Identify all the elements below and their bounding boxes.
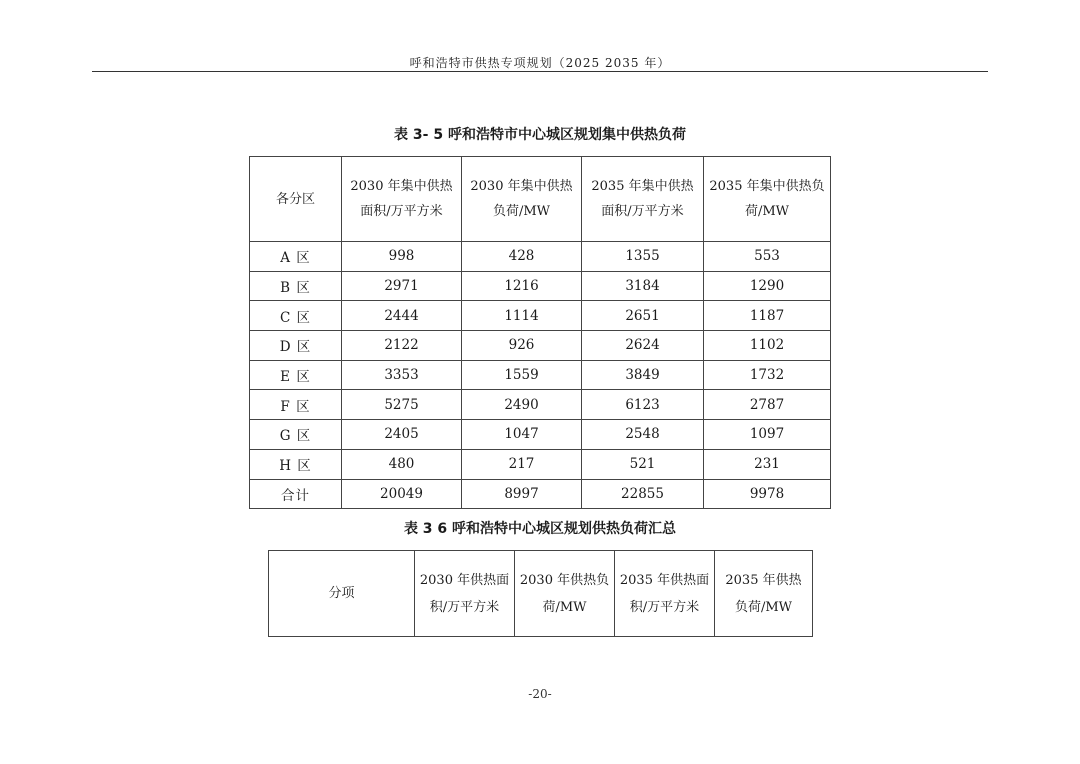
- table2-header-row: [269, 551, 813, 637]
- table-cell: 480: [342, 449, 462, 479]
- table-cell: 2490: [462, 390, 582, 420]
- district-name-cell: D 区: [250, 331, 342, 361]
- running-header-title: 呼和浩特市供热专项规划（2025 2035 年）: [409, 56, 671, 70]
- table2-header-cell: 2035 年供热负荷/MW: [715, 551, 813, 637]
- table-cell: 2624: [582, 331, 704, 361]
- table-cell: 2971: [342, 271, 462, 301]
- table-row: [250, 331, 831, 361]
- table-cell: 9978: [704, 479, 831, 509]
- table-row: [250, 242, 831, 272]
- table1-header-cell: 各分区: [250, 157, 342, 242]
- table-cell: 2548: [582, 420, 704, 450]
- table-cell: 1559: [462, 360, 582, 390]
- table-row: [250, 449, 831, 479]
- table2-header-cell: 2030 年供热负荷/MW: [515, 551, 615, 637]
- district-name-cell: C 区: [250, 301, 342, 331]
- table-cell: 1047: [462, 420, 582, 450]
- table-cell: 3184: [582, 271, 704, 301]
- table-cell: 3849: [582, 360, 704, 390]
- table-cell: 3353: [342, 360, 462, 390]
- table1-header-cell: 2030 年集中供热面积/万平方米: [342, 157, 462, 242]
- district-name-cell: B 区: [250, 271, 342, 301]
- table-cell: 553: [704, 242, 831, 272]
- district-name-cell: H 区: [250, 449, 342, 479]
- table2-header-cell: 分项: [269, 551, 415, 637]
- district-name-cell: A 区: [250, 242, 342, 272]
- table-cell: 1097: [704, 420, 831, 450]
- table-cell: 2122: [342, 331, 462, 361]
- table1-header-cell: 2035 年集中供热负荷/MW: [704, 157, 831, 242]
- table-cell: 2651: [582, 301, 704, 331]
- heating-load-summary-table: [268, 550, 813, 637]
- page-number: -20-: [528, 687, 552, 701]
- table2-header-cell: 2030 年供热面积/万平方米: [415, 551, 515, 637]
- table-cell: 217: [462, 449, 582, 479]
- table1-header-cell: 2030 年集中供热负荷/MW: [462, 157, 582, 242]
- table-cell: 8997: [462, 479, 582, 509]
- table-cell: 1290: [704, 271, 831, 301]
- table-cell: 231: [704, 449, 831, 479]
- table1-header-row: [250, 157, 831, 242]
- table-cell: 1187: [704, 301, 831, 331]
- table-row: [250, 271, 831, 301]
- table-cell: 521: [582, 449, 704, 479]
- table2-caption: 表 3 6 呼和浩特中心城区规划供热负荷汇总: [403, 521, 677, 537]
- header-divider: [92, 71, 988, 72]
- table-cell: 2444: [342, 301, 462, 331]
- table-cell: 1114: [462, 301, 582, 331]
- table-row: [250, 390, 831, 420]
- district-name-cell: E 区: [250, 360, 342, 390]
- table-cell: 2405: [342, 420, 462, 450]
- district-name-cell: F 区: [250, 390, 342, 420]
- table-cell: 926: [462, 331, 582, 361]
- table-cell: 998: [342, 242, 462, 272]
- table1-caption: 表 3- 5 呼和浩特市中心城区规划集中供热负荷: [394, 127, 686, 143]
- total-label-cell: 合计: [250, 479, 342, 509]
- table-cell: 428: [462, 242, 582, 272]
- table-cell: 1102: [704, 331, 831, 361]
- table-cell: 1216: [462, 271, 582, 301]
- table-cell: 5275: [342, 390, 462, 420]
- table1-header-cell: 2035 年集中供热面积/万平方米: [582, 157, 704, 242]
- table-total-row: [250, 479, 831, 509]
- table-row: [250, 301, 831, 331]
- heating-load-by-district-table: [249, 156, 831, 509]
- table-cell: 1732: [704, 360, 831, 390]
- table-cell: 22855: [582, 479, 704, 509]
- table-cell: 20049: [342, 479, 462, 509]
- table-cell: 2787: [704, 390, 831, 420]
- table-cell: 6123: [582, 390, 704, 420]
- district-name-cell: G 区: [250, 420, 342, 450]
- table2-header-cell: 2035 年供热面积/万平方米: [615, 551, 715, 637]
- table-row: [250, 360, 831, 390]
- table-row: [250, 420, 831, 450]
- table-cell: 1355: [582, 242, 704, 272]
